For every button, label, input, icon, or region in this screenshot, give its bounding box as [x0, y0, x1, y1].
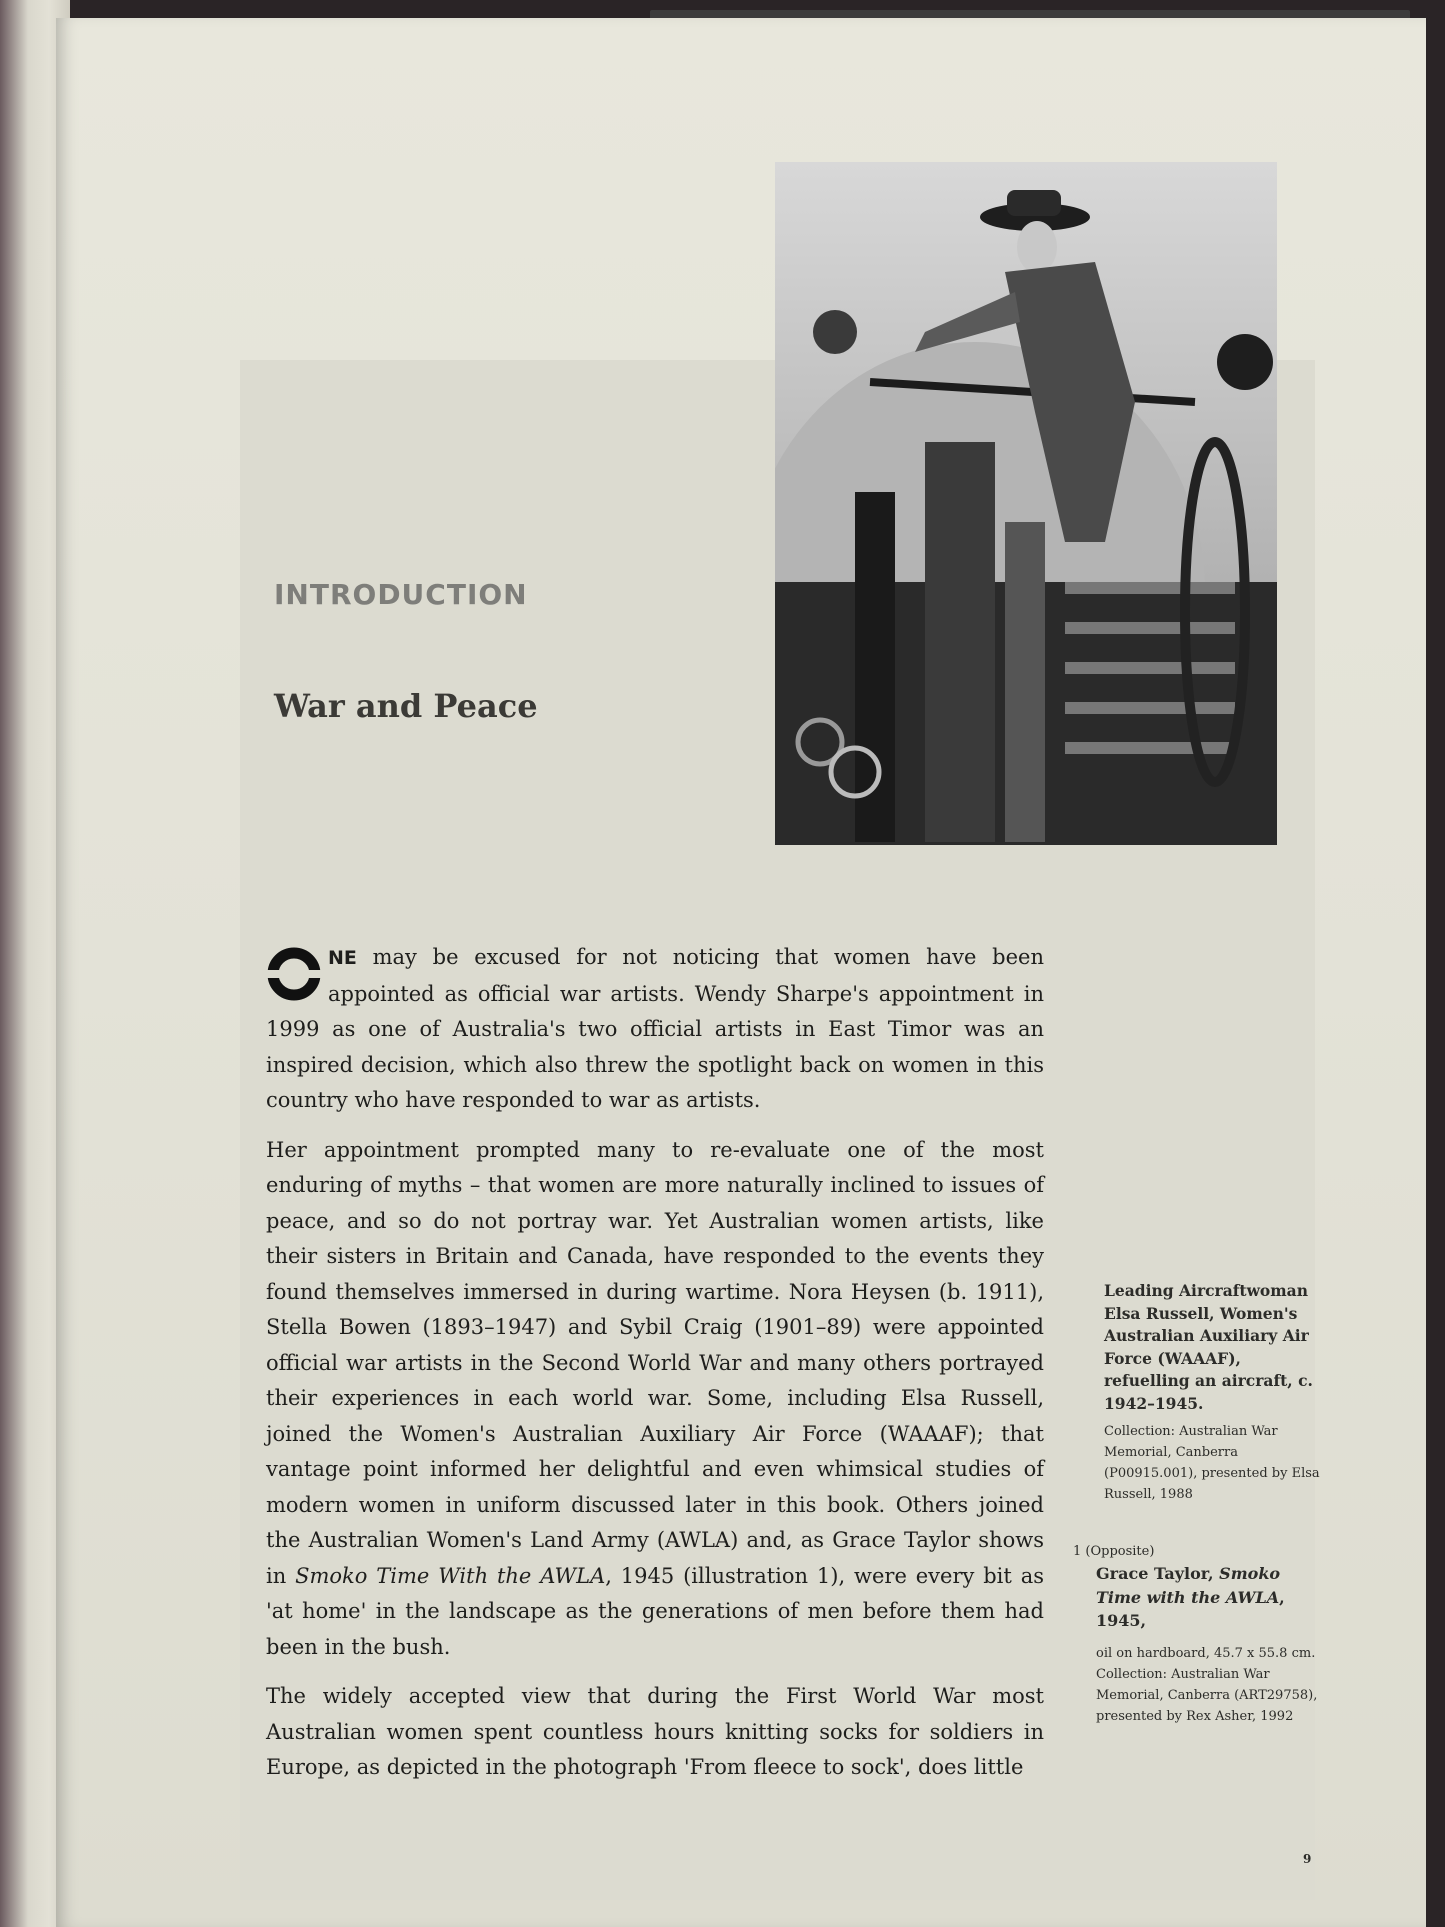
illustration-caption-credit: oil on hardboard, 45.7 x 55.8 cm. Collection: Australian War Memorial, Canberra (ART29758), presented by Rex Asher, 1992: [1096, 1645, 1318, 1724]
illustration-number: 1 (Opposite): [1073, 1544, 1155, 1559]
illustration-caption: [1073, 1542, 1323, 1727]
chapter-title: War and Peace: [274, 687, 538, 725]
paragraph-1-text: may be excused for not noticing that women have been appointed as official war artists. Wendy Sharpe's appointment in 1999 as one of Australia's two official artists in East Timor was an inspired decision, which also threw the spotlight back on women in this country who have responded to war as artists.: [266, 945, 1044, 1112]
page-number: 9: [1303, 1852, 1312, 1866]
photo-illustration: [775, 162, 1277, 845]
paragraph-2-title: Smoko Time With the AWLA: [295, 1563, 606, 1588]
paragraph-2: [266, 1133, 1044, 1666]
paragraph-3: The widely accepted view that during the First World War most Australian women spent countless hours knitting socks for soldiers in Europe, as depicted in the photograph 'From fleece to sock', does little: [266, 1684, 1044, 1779]
photo-woman-refuelling-aircraft: [775, 162, 1277, 845]
illustration-title: Smoko Time with the AWLA: [1096, 1564, 1281, 1607]
body-text: [266, 940, 1044, 1800]
paragraph-2-text-b: , 1945 (illustration 1), were every bit as 'at home' in the landscape as the generations of men before them had been in the bush.: [266, 1563, 1044, 1659]
section-label: INTRODUCTION: [274, 578, 528, 611]
photo-caption-main: Leading Aircraftwoman Elsa Russell, Women's Australian Auxiliary Air Force (WAAAF), refuelling an aircraft, c. 1942–1945.: [1104, 1281, 1313, 1413]
photo-caption: [1104, 1280, 1329, 1505]
paragraph-1: [266, 940, 1044, 1119]
dropcap-o: [266, 946, 322, 1002]
photo-caption-credit: Collection: Australian War Memorial, Canberra (P00915.001), presented by Elsa Russell, 1988: [1104, 1424, 1320, 1502]
paragraph-2-text-a: Her appointment prompted many to re-evaluate one of the most enduring of myths – that women are more naturally inclined to issues of peace, and so do not portray war. Yet Australian women artists, like their sisters in Britain and Canada, have responded to the events they found themselves immersed in during wartime. Nora Heysen (b. 1911), Stella Bowen (1893–1947) and Sybil Craig (1901–89) were appointed official war artists in the Second World War and many others portrayed their experiences in each world war. Some, including Elsa Russell, joined the Women's Australian Auxiliary Air Force (WAAAF); that vantage point informed her delightful and even whimsical studies of modern women in uniform discussed later in this book. Others joined the Australian Women's Land Army (AWLA) and, as Grace Taylor shows in: [266, 1137, 1044, 1588]
illustration-year: , 1945,: [1096, 1587, 1285, 1630]
dropcap-rest: NE: [328, 947, 357, 969]
illustration-caption-main: [1096, 1562, 1323, 1633]
illustration-artist: Grace Taylor,: [1096, 1564, 1220, 1583]
